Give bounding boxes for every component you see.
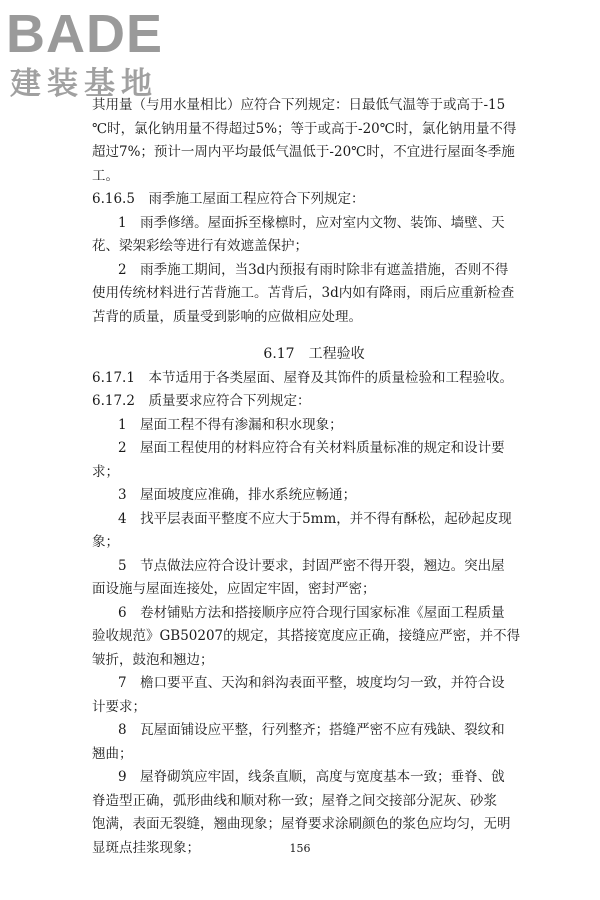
text-line: 工。 <box>92 167 119 184</box>
text-line: 显斑点挂浆现象； <box>92 839 200 856</box>
text-block-6-16 <box>92 94 536 329</box>
text-line: 1 雨季修缮。屋面拆至椽檩时，应对室内文物、装饰、墙壁、天 <box>118 214 505 231</box>
text-line: 1 屋面工程不得有渗漏和积水现象； <box>118 416 343 433</box>
text-line: 6 卷材铺贴方法和搭接顺序应符合现行国家标准《屋面工程质量 <box>118 604 505 621</box>
page-number: 156 <box>289 842 311 855</box>
text-line: 9 屋脊砌筑应牢固，线条直顺，高度与宽度基本一致；垂脊、戗 <box>118 769 505 785</box>
logo-subtitle: 建装基地 <box>10 66 158 102</box>
text-line: 求； <box>92 463 119 480</box>
text-line: 象； <box>92 534 119 550</box>
text-line: 8 瓦屋面铺设应平整，行列整齐；搭缝严密不应有残缺、裂纹和 <box>118 722 505 738</box>
text-block-6-17 <box>92 367 536 861</box>
text-line: 3 屋面坡度应准确，排水系统应畅通； <box>118 487 357 503</box>
text-line: 6.17.2 质量要求应符合下列规定： <box>92 393 311 409</box>
text-line: 苫背的质量，质量受到影响的应做相应处理。 <box>92 308 362 325</box>
text-line: 面设施与屋面连接处，应固定牢固，密封严密； <box>92 581 376 597</box>
document-body <box>92 94 536 860</box>
text-line: 其用量（与用水量相比）应符合下列规定：日最低气温等于或高于-15 <box>92 97 506 113</box>
text-line: 翘曲； <box>92 745 133 762</box>
text-line: 花、梁架彩绘等进行有效遮盖保护； <box>92 238 308 254</box>
text-line: 脊造型正确，弧形曲线和顺对称一致；屋脊之间交接部分泥灰、砂浆 <box>92 792 497 809</box>
logo-brand-text: BADE <box>6 4 164 64</box>
text-line: 使用传统材料进行苫背施工。苫背后，3d内如有降雨，雨后应重新检查 <box>92 285 515 301</box>
text-line: 4 找平层表面平整度不应大于5mm，并不得有酥松，起砂起皮现 <box>118 510 512 527</box>
text-line: 2 屋面工程使用的材料应符合有关材料质量标准的规定和设计要 <box>118 440 505 456</box>
section-heading: 6.17 工程验收 <box>263 346 365 362</box>
text-line: 7 檐口要平直、天沟和斜沟表面平整，坡度均匀一致，并符合设 <box>118 675 505 691</box>
text-line: 验收规范》GB50207的规定，其搭接宽度应正确，接缝应严密，并不得 <box>92 628 521 644</box>
text-line: 2 雨季施工期间，当3d内预报有雨时除非有遮盖措施，否则不得 <box>118 261 509 278</box>
text-line: 计要求； <box>92 698 146 715</box>
text-line: 饱满，表面无裂缝，翘曲现象；屋脊要求涂刷颜色的浆色应均匀，无明 <box>92 816 511 832</box>
text-line: 6.17.1 本节适用于各类屋面、屋脊及其饰件的质量检验和工程验收。 <box>92 369 513 386</box>
text-line: 皱折，鼓泡和翘边； <box>92 651 214 668</box>
text-line: 6.16.5 雨季施工屋面工程应符合下列规定： <box>92 191 365 207</box>
text-line: ℃时，氯化钠用量不得超过5%；等于或高于-20℃时，氯化钠用量不得 <box>92 120 517 137</box>
text-line: 超过7%；预计一周内平均最低气温低于-20℃时，不宜进行屋面冬季施 <box>92 144 515 160</box>
text-line: 5 节点做法应符合设计要求，封固严密不得开裂，翘边。突出屋 <box>118 557 505 574</box>
